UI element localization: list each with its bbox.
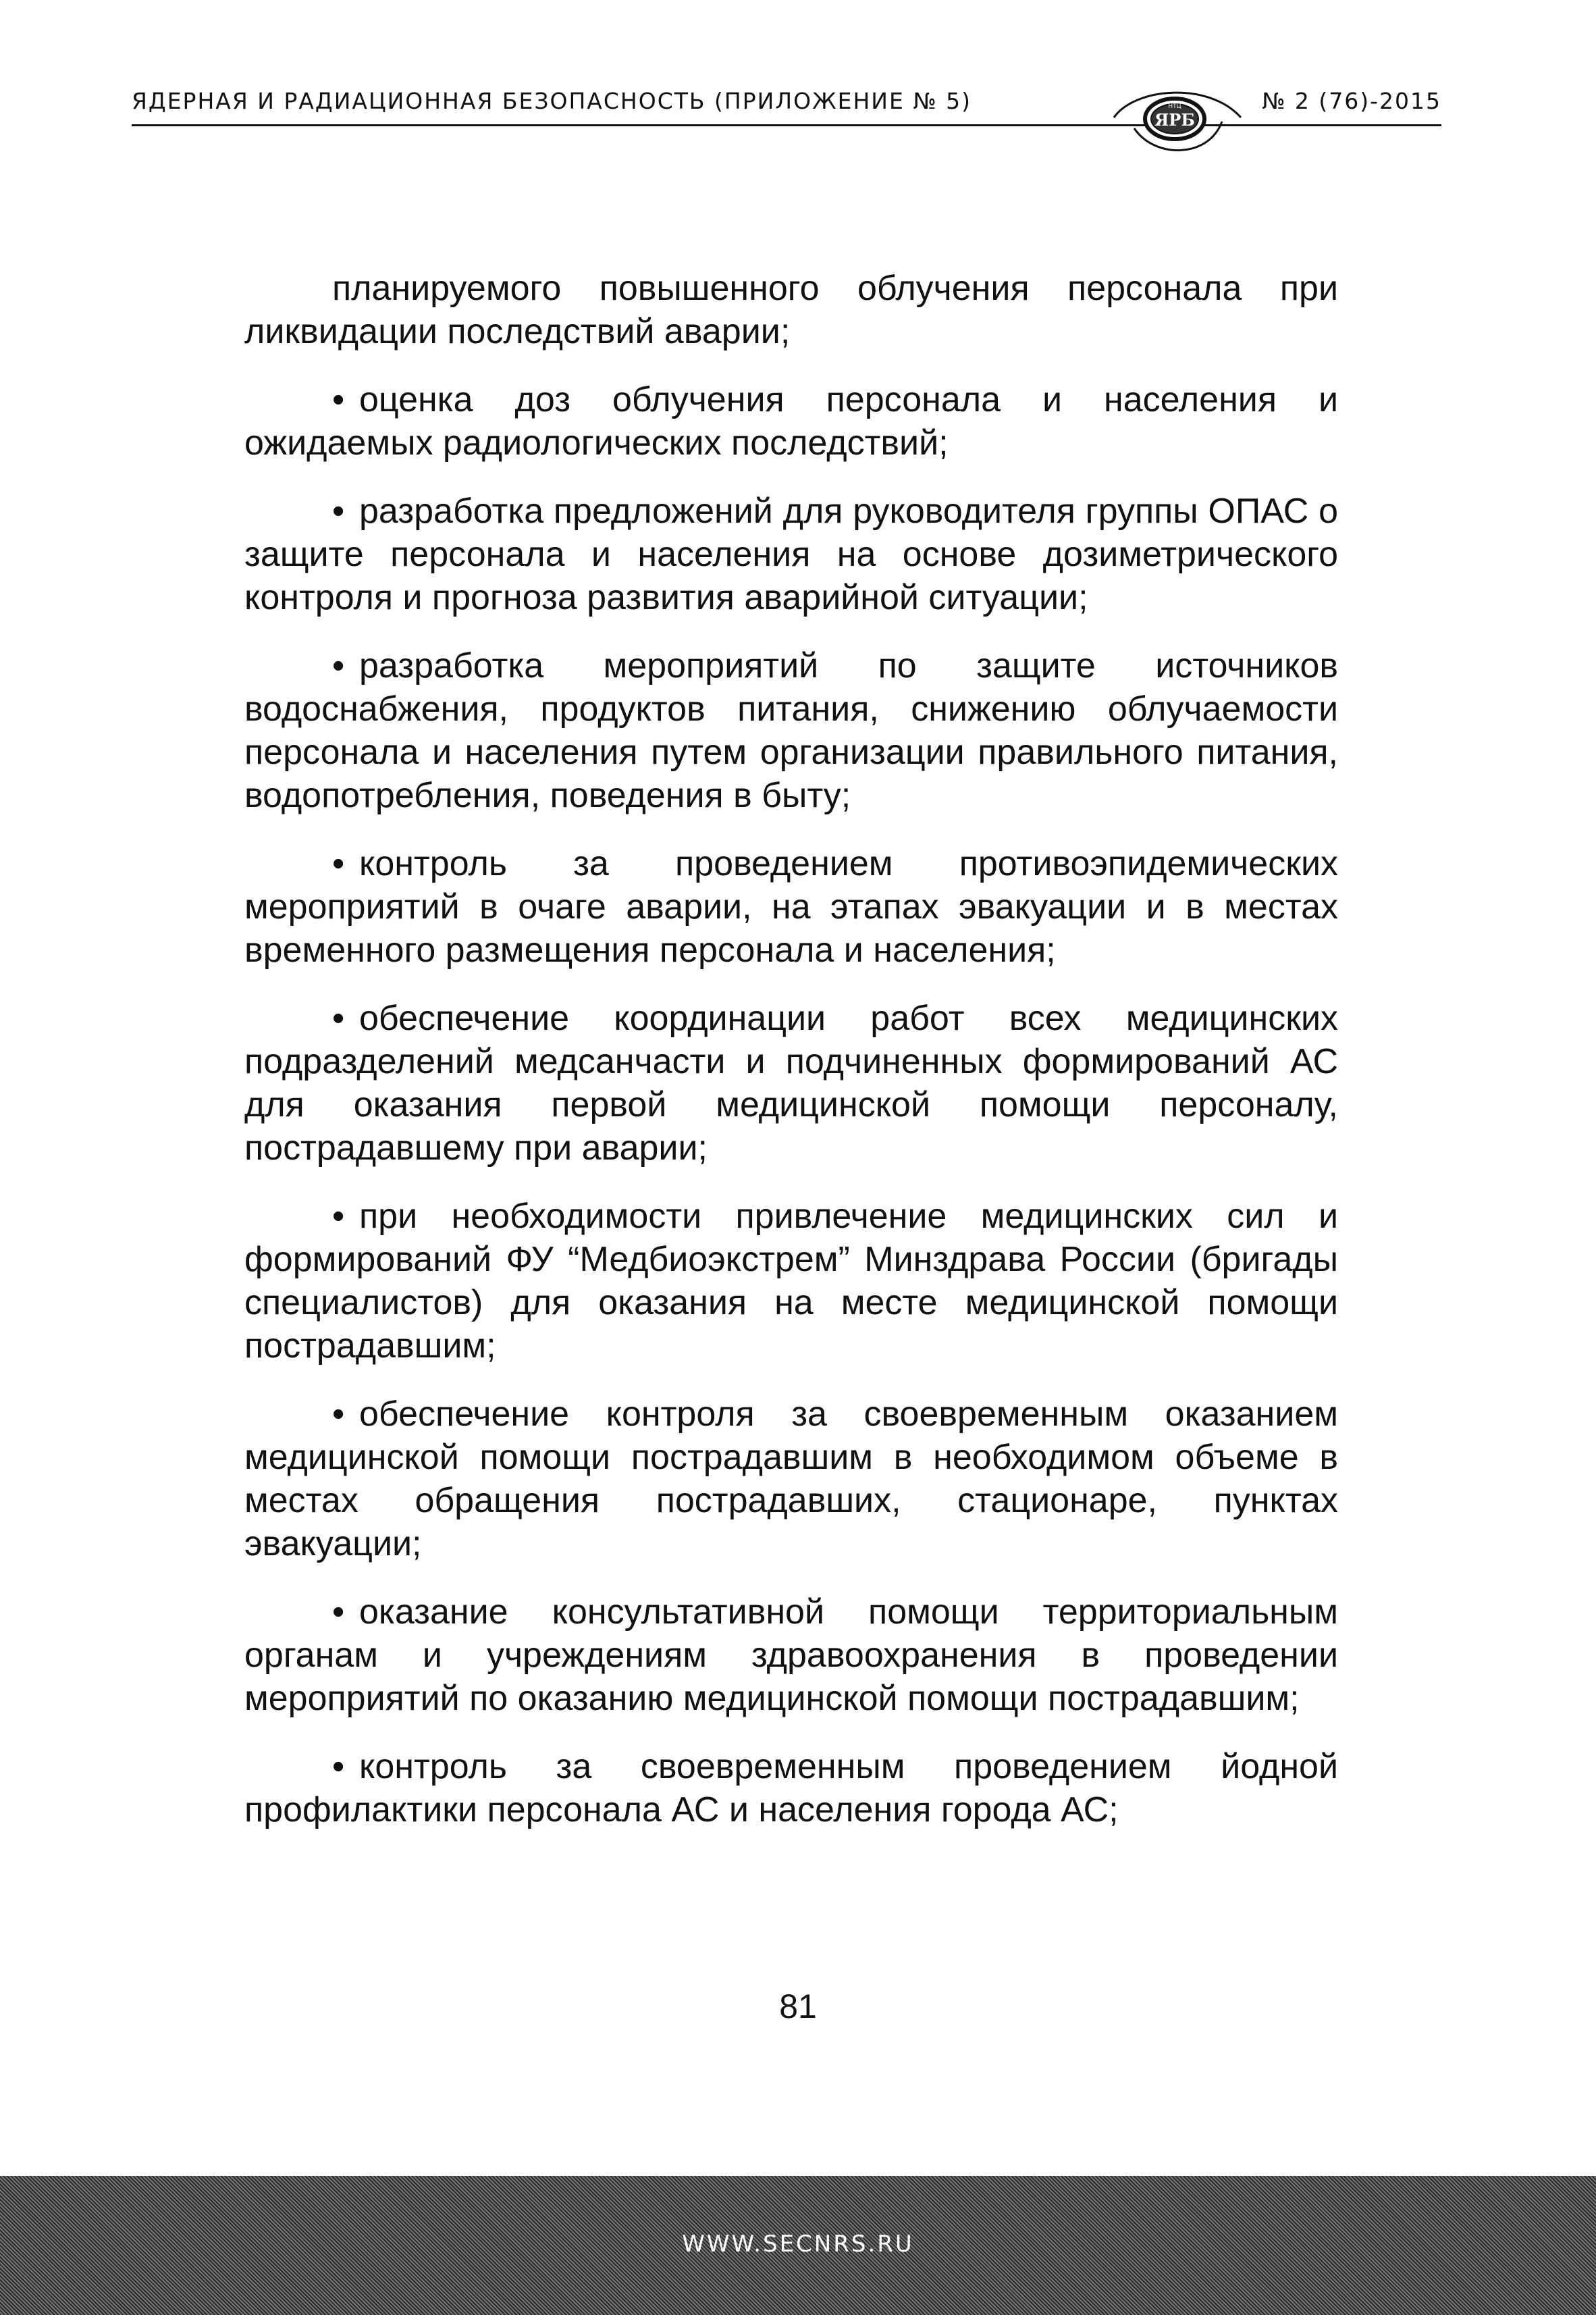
list-item — [244, 1745, 1338, 1831]
bullet-icon: • — [332, 999, 345, 1038]
list-item — [244, 378, 1338, 465]
list-item-text: при необходимости привлечение медицинских сил и формирований ФУ “Медбиоэкстрем” Минздрава России (бригады специалистов) для оказания на месте медицинской помощи пострадавшим; — [244, 1197, 1338, 1365]
list-item-text: контроль за своевременным проведением йодной профилактики персонала АС и населения города АС; — [244, 1747, 1338, 1829]
bullet-icon: • — [332, 1747, 345, 1786]
journal-logo-icon — [1107, 74, 1242, 155]
document-body — [244, 267, 1338, 1856]
bullet-icon: • — [332, 380, 345, 419]
logo-small-text: НТЦ — [1168, 103, 1181, 110]
bullet-icon: • — [332, 1592, 345, 1632]
page-header — [132, 80, 1441, 161]
continuation-paragraph: планируемого повышенного облучения персонала при ликвидации последствий аварии; — [244, 269, 1338, 351]
page-number: 81 — [779, 1987, 817, 2025]
bullet-icon: • — [332, 646, 345, 685]
list-item-text: разработка предложений для руководителя группы ОПАС о защите персонала и населения на основе дозиметрического контроля и прогноза развития аварийной ситуации; — [244, 492, 1338, 617]
list-item — [244, 842, 1338, 972]
list-item — [244, 997, 1338, 1170]
list-item-text: контроль за проведением противоэпидемических мероприятий в очаге аварии, на этапах эвакуации и в местах временного размещения персонала и населения; — [244, 844, 1338, 970]
list-item — [244, 644, 1338, 817]
list-item-text: разработка мероприятий по защите источников водоснабжения, продуктов питания, снижению облучаемости персонала и населения путем организации правильного питания, водопотребления, поведения в быту; — [244, 646, 1338, 815]
logo-text: ЯРБ — [1154, 110, 1195, 130]
footer-url: WWW.SECNRS.RU — [682, 2231, 914, 2258]
header-rule — [132, 124, 1441, 126]
list-item — [244, 1195, 1338, 1368]
journal-title: ЯДЕРНАЯ И РАДИАЦИОННАЯ БЕЗОПАСНОСТЬ (ПРИЛОЖЕНИЕ № 5) — [132, 88, 972, 114]
bullet-icon: • — [332, 492, 345, 531]
list-item — [244, 1393, 1338, 1565]
bullet-icon: • — [332, 1197, 345, 1236]
bullet-icon: • — [332, 1395, 345, 1434]
list-item-text: оказание консультативной помощи территориальным органам и учреждениям здравоохранения в проведении мероприятий по оказанию медицинской помощи пострадавшим; — [244, 1592, 1338, 1718]
issue-number: № 2 (76)-2015 — [1262, 88, 1441, 114]
list-item-text: обеспечение координации работ всех медицинских подразделений медсанчасти и подчиненных формирований АС для оказания первой медицинской помощи персоналу, пострадавшему при аварии; — [244, 999, 1338, 1168]
list-item-text: оценка доз облучения персонала и населения и ожидаемых радиологических последствий; — [244, 380, 1338, 463]
list-item — [244, 490, 1338, 619]
bullet-icon: • — [332, 844, 345, 883]
list-item-text: обеспечение контроля за своевременным оказанием медицинской помощи пострадавшим в необходимом объеме в местах обращения пострадавших, стационаре, пунктах эвакуации; — [244, 1395, 1338, 1563]
list-item — [244, 1590, 1338, 1720]
